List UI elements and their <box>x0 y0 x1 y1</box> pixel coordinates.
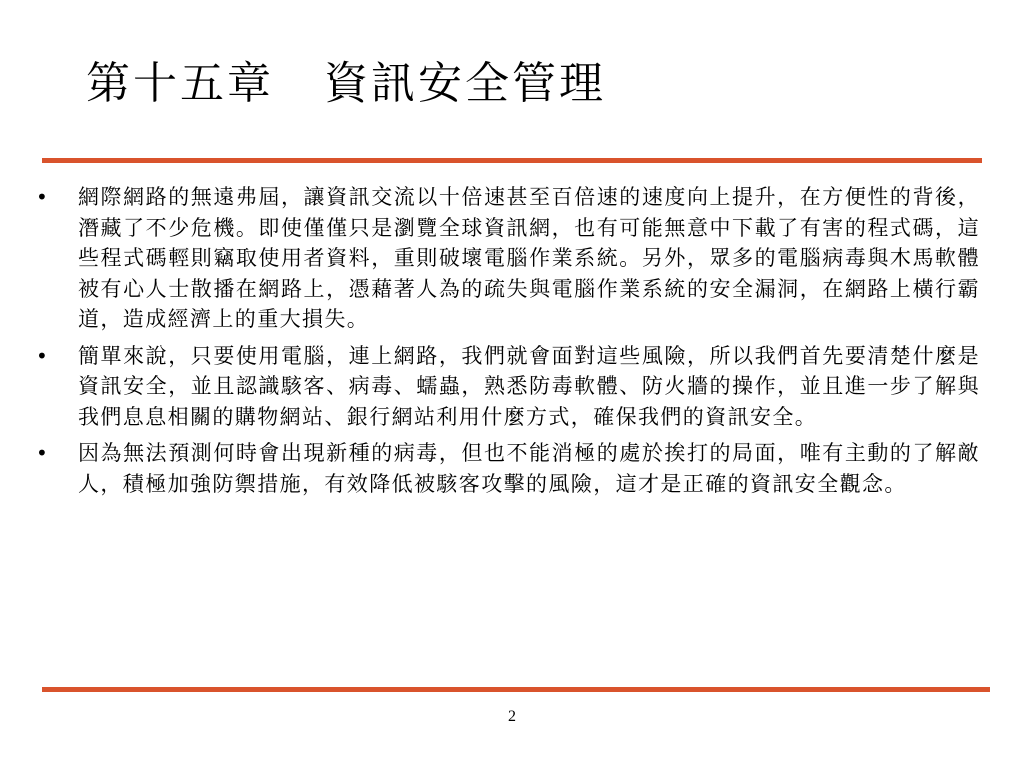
page-number: 2 <box>508 708 516 725</box>
bullet-item <box>36 182 980 335</box>
bottom-divider <box>42 687 990 692</box>
bullet-item <box>36 438 980 499</box>
bullet-marker: • <box>36 185 50 209</box>
chapter-label: 第十五章 <box>86 58 274 109</box>
bullet-text: 因為無法預測何時會出現新種的病毒，但也不能消極的處於挨打的局面，唯有主動的了解敵人，積極加強防禦措施，有效降低被駭客攻擊的風險，這才是正確的資訊安全觀念。 <box>78 441 980 496</box>
bullet-marker: • <box>36 343 50 368</box>
chapter-title: 資訊安全管理 <box>324 58 606 109</box>
top-divider <box>42 158 982 163</box>
slide-title <box>86 52 606 116</box>
bullet-marker: • <box>36 441 50 465</box>
bullet-item <box>36 341 980 433</box>
bullet-text: 網際網路的無遠弗屆，讓資訊交流以十倍速甚至百倍速的速度向上提升，在方便性的背後，潛藏了不少危機。即使僅僅只是瀏覽全球資訊網，也有可能無意中下載了有害的程式碼，這些程式碼輕則竊取使用者資料，重則破壞電腦作業系統。另外，眾多的電腦病毒與木馬軟體被有心人士散播在網路上，憑藉著人為的疏失與電腦作業系統的安全漏洞，在網路上橫行霸道，造成經濟上的重大損失。 <box>78 185 980 331</box>
bullet-text: 簡單來說，只要使用電腦，連上網路，我們就會面對這些風險，所以我們首先要清楚什麼是資訊安全，並且認識駭客、病毒、蠕蟲，熟悉防毒軟體、防火牆的操作，並且進一步了解與我們息息相關的購物網站、銀行網站利用什麼方式，確保我們的資訊安全。 <box>78 343 980 429</box>
bullet-list <box>36 182 980 505</box>
